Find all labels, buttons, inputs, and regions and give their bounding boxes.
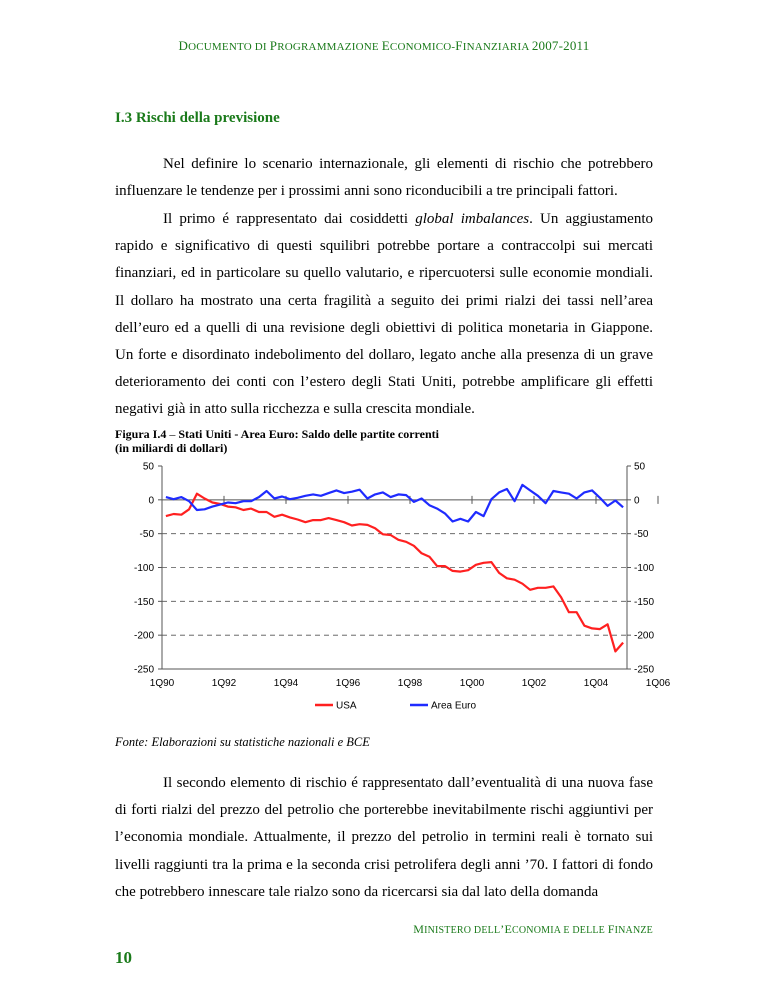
paragraph-2-emphasis: global imbalances [415, 211, 530, 227]
footer-word-1: MINISTERO DELL [413, 922, 501, 936]
y-tick-label-left: -200 [133, 630, 154, 642]
y-tick-label-left: -50 [139, 529, 154, 541]
x-tick-label: 1Q98 [397, 678, 423, 689]
header-years: 2007-2011 [531, 38, 590, 53]
y-tick-label-left: 50 [142, 461, 154, 473]
page-number: 10 [115, 948, 132, 967]
y-tick-label-right: -100 [634, 563, 655, 574]
legend-label: USA [336, 700, 357, 712]
y-tick-label-left: -150 [133, 596, 154, 608]
paragraph-1: Nel definire lo scenario internazionale, gli elementi di rischio che potrebbero influenzare le tendenze per i prossimi anni sono riconducibili a tre principali fattori. [115, 156, 653, 200]
y-tick-label-right: -200 [634, 630, 655, 642]
header-word-1: DOCUMENTO DI [178, 38, 270, 53]
paragraph-3: Il secondo elemento di rischio é rappresentato dall’eventualità di una nuova fase di forti rialzi del prezzo del petrolio che porterebbe inevitabilmente rischi aggiuntivi per l’economia mondiale. Attualmente, il prezzo del petrolio in termini reali è tornato sui livelli raggiunti tra la prima e la seconda crisi petrolifera degli anni ’70. I fattori di fondo che potrebbero innescare tale rialzo sono da ricercarsi sia dal lato della domanda [115, 775, 653, 900]
x-tick-label: 1Q94 [273, 678, 299, 689]
footer-word-3: FINANZE [607, 922, 653, 936]
paragraph-2-lead: Il primo é rappresentato dai cosiddetti [163, 211, 416, 227]
paragraph-2 [115, 206, 653, 424]
y-tick-label-left: -250 [133, 664, 154, 676]
legend-label: Area Euro [431, 700, 477, 712]
chart-legend [315, 701, 476, 712]
figure-dash: – [166, 427, 179, 441]
y-tick-label-right: -50 [634, 529, 649, 541]
figure-caption [115, 427, 653, 455]
chart-gridlines [162, 534, 627, 636]
running-header [0, 38, 768, 54]
paragraph-2-body: . Un aggiustamento rapido e significativo di questi squilibri potrebbe portare a contraccolpi sui mercati finanziari, ed in particolare su quello valutario, e ripercuotersi sulle economie mondiali. Il dollaro ha mostrato una certa fragilità a seguito dei primi rialzi dei tassi nell’area dell’euro ed a quelli di una revisione degli obiettivi di politica monetaria in Giappone. Un forte e disordinato indebolimento del dollaro, legato anche alla presenza di un grave deterioramento dei conti con l’estero degli Stati Uniti, potrebbe amplificare gli effetti negativi già in atto sulla ricchezza e sulla crescita mondiale. [115, 211, 653, 418]
section-title: I.3 Rischi della previsione [115, 110, 280, 126]
figure-label: Figura I.4 [115, 427, 167, 441]
y-tick-label-right: 50 [634, 461, 646, 473]
x-tick-label: 1Q04 [583, 678, 609, 689]
x-tick-label: 1Q06 [645, 678, 671, 689]
header-word-3: ECONOMICO- [381, 38, 456, 53]
chart-series [166, 485, 623, 652]
series-line-area-euro [166, 485, 623, 522]
y-tick-label-left: -100 [133, 563, 154, 574]
y-tick-label-right: 0 [634, 495, 640, 507]
figure-units: (in miliardi di dollari) [115, 441, 228, 455]
y-tick-label-right: -250 [634, 664, 655, 676]
x-tick-label: 1Q90 [149, 678, 175, 689]
series-line-usa [166, 494, 623, 652]
y-tick-label-right: -150 [634, 596, 655, 608]
x-tick-label: 1Q96 [335, 678, 361, 689]
footer-ministry [0, 922, 653, 937]
x-tick-label: 1Q92 [211, 678, 237, 689]
footer-word-2: ’ECONOMIA E DELLE [500, 922, 608, 936]
x-tick-label: 1Q02 [521, 678, 547, 689]
figure-title: Stati Uniti - Area Euro: Saldo delle partite correnti [178, 427, 439, 441]
current-account-chart [115, 455, 671, 720]
figure-source: Fonte: Elaborazioni su statistiche nazionali e BCE [115, 735, 370, 749]
header-word-4: FINANZIARIA [455, 38, 532, 53]
x-tick-label: 1Q00 [459, 678, 485, 689]
header-word-2: PROGRAMMAZIONE [269, 38, 382, 53]
y-tick-label-left: 0 [148, 495, 154, 507]
